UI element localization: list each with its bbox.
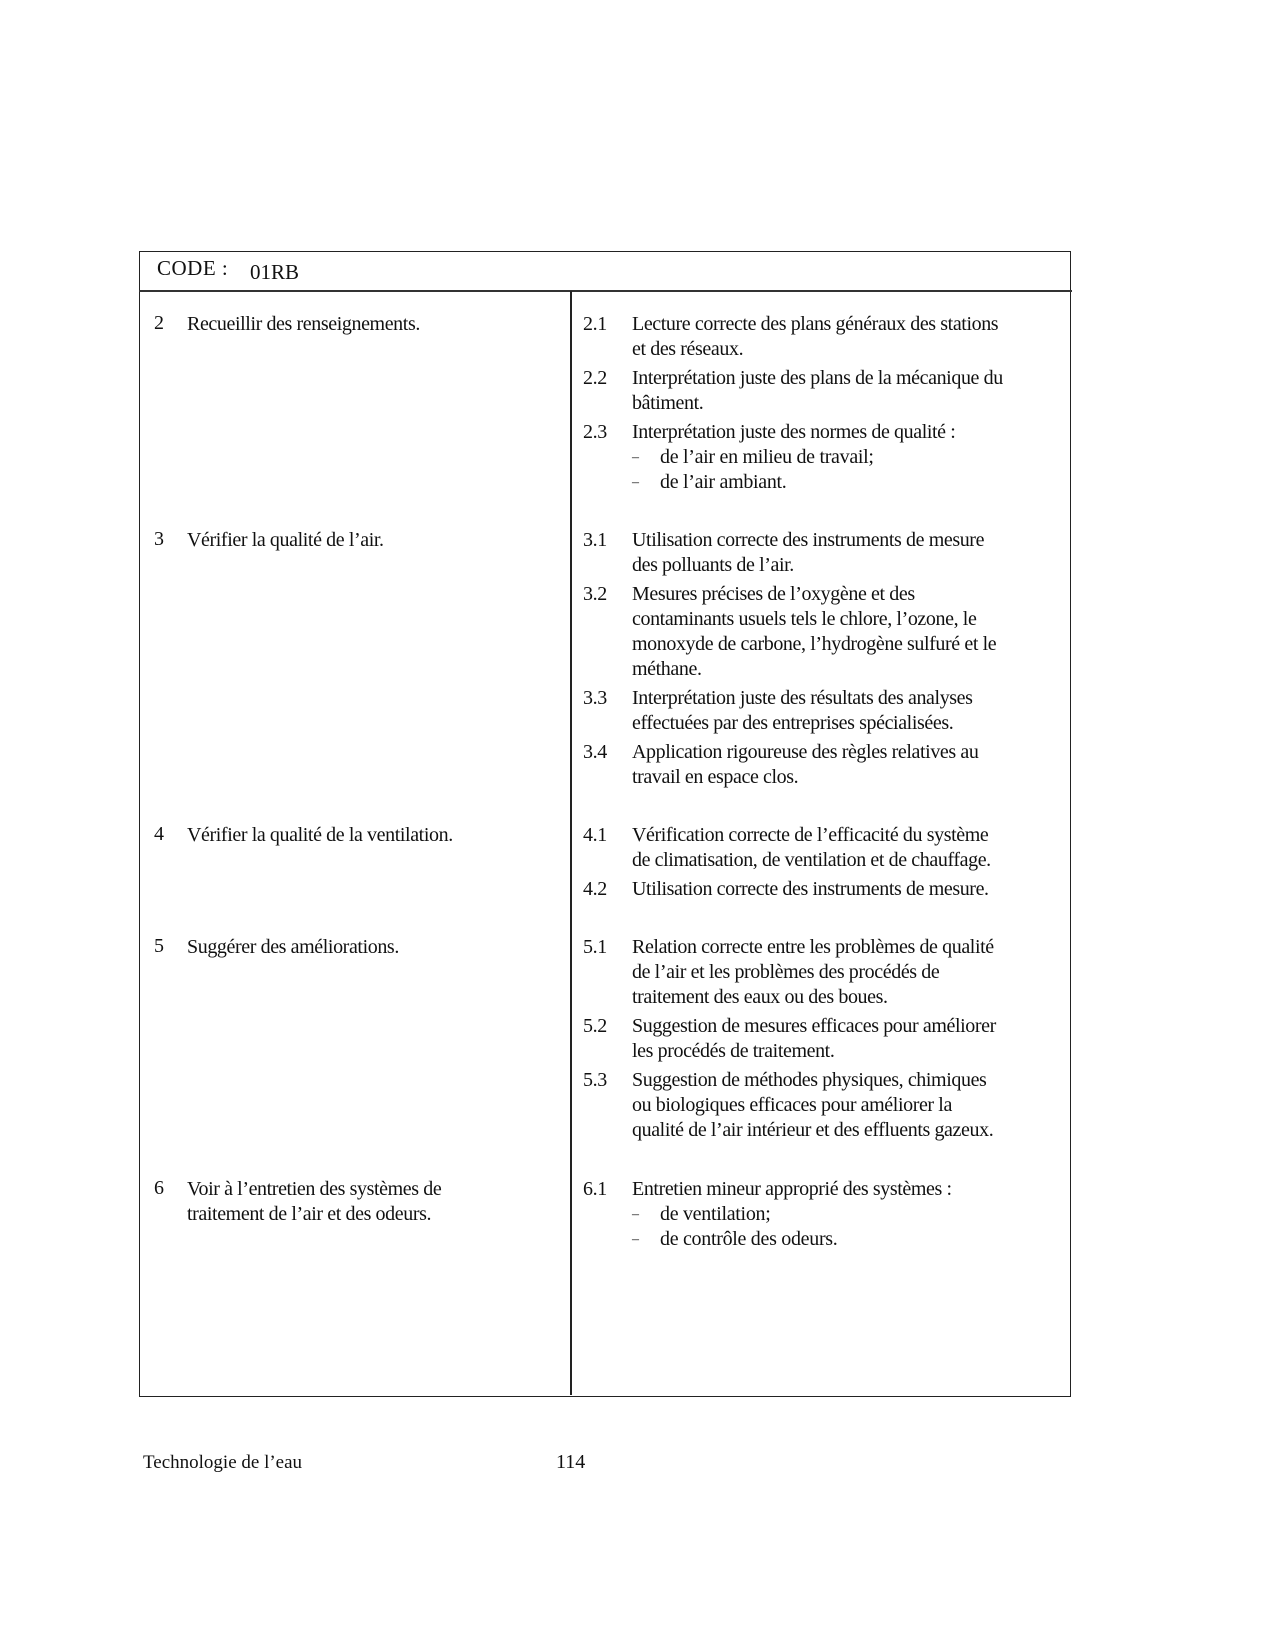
text-line: travail en espace clos. bbox=[632, 766, 799, 788]
criterion-text bbox=[632, 582, 1063, 682]
criterion-text bbox=[632, 366, 1063, 416]
criteria-list bbox=[583, 528, 1063, 794]
dash-bullet-icon: – bbox=[632, 1232, 639, 1247]
text-line: des polluants de l’air. bbox=[632, 554, 794, 576]
criterion bbox=[583, 1177, 1063, 1252]
criterion-number: 3.1 bbox=[583, 529, 607, 551]
text-line: les procédés de traitement. bbox=[632, 1040, 835, 1062]
element-text bbox=[187, 823, 453, 848]
text-line: de l’air et les problèmes des procédés de bbox=[632, 961, 940, 983]
sub-item bbox=[632, 1227, 1063, 1252]
text-line: Vérifier la qualité de l’air. bbox=[187, 529, 384, 551]
text-line: méthane. bbox=[632, 658, 702, 680]
text-line: traitement de l’air et des odeurs. bbox=[187, 1203, 432, 1225]
text-line: Vérification correcte de l’efficacité du système bbox=[632, 824, 989, 846]
text-line: traitement des eaux ou des boues. bbox=[632, 986, 888, 1008]
text-line: Lecture correcte des plans généraux des stations bbox=[632, 313, 999, 335]
criterion-number: 5.3 bbox=[583, 1069, 607, 1091]
sub-item-text: de contrôle des odeurs. bbox=[660, 1228, 838, 1250]
criterion bbox=[583, 528, 1063, 578]
dash-bullet-icon: – bbox=[632, 450, 639, 465]
element-number: 3 bbox=[154, 528, 164, 550]
criterion-number: 3.4 bbox=[583, 741, 607, 763]
text-line: Interprétation juste des plans de la mécanique du bbox=[632, 367, 1003, 389]
column-divider bbox=[570, 291, 572, 1395]
criterion-text bbox=[632, 686, 1063, 736]
criterion-number: 4.2 bbox=[583, 878, 607, 900]
criterion-number: 3.2 bbox=[583, 583, 607, 605]
sub-item-text: de ventilation; bbox=[660, 1203, 771, 1225]
text-line: contaminants usuels tels le chlore, l’ozone, le bbox=[632, 608, 977, 630]
text-line: Interprétation juste des résultats des analyses bbox=[632, 687, 973, 709]
code-value: 01RB bbox=[250, 260, 300, 284]
criterion bbox=[583, 686, 1063, 736]
text-line: monoxyde de carbone, l’hydrogène sulfuré et le bbox=[632, 633, 997, 655]
criterion bbox=[583, 1068, 1063, 1143]
criterion-number: 2.3 bbox=[583, 421, 607, 443]
criteria-list bbox=[583, 312, 1063, 499]
criterion bbox=[583, 823, 1063, 873]
text-line: Voir à l’entretien des systèmes de bbox=[187, 1178, 442, 1200]
criterion-number: 6.1 bbox=[583, 1178, 607, 1200]
criterion-text bbox=[632, 312, 1063, 362]
text-line: Suggestion de méthodes physiques, chimiques bbox=[632, 1069, 987, 1091]
criterion-text bbox=[632, 935, 1063, 1010]
text-line: ou biologiques efficaces pour améliorer la bbox=[632, 1094, 952, 1116]
criteria-list bbox=[583, 935, 1063, 1147]
criterion bbox=[583, 420, 1063, 495]
dash-bullet-icon: – bbox=[632, 1207, 639, 1222]
sub-item-text: de l’air ambiant. bbox=[660, 471, 787, 493]
text-line: Vérifier la qualité de la ventilation. bbox=[187, 824, 453, 846]
criteria-list bbox=[583, 823, 1063, 906]
sub-item bbox=[632, 445, 1063, 470]
criterion-number: 5.1 bbox=[583, 936, 607, 958]
criterion-number: 4.1 bbox=[583, 824, 607, 846]
element-number: 4 bbox=[154, 823, 164, 845]
criterion bbox=[583, 877, 1063, 902]
text-line: Application rigoureuse des règles relatives au bbox=[632, 741, 979, 763]
criterion-text bbox=[632, 1014, 1063, 1064]
criterion bbox=[583, 582, 1063, 682]
element-text bbox=[187, 312, 420, 337]
text-line: Utilisation correcte des instruments de mesure. bbox=[632, 878, 989, 900]
text-line: effectuées par des entreprises spécialisées. bbox=[632, 712, 954, 734]
text-line: Relation correcte entre les problèmes de qualité bbox=[632, 936, 994, 958]
criterion-text bbox=[632, 740, 1063, 790]
code-label: CODE : bbox=[157, 256, 229, 280]
criterion-number: 2.1 bbox=[583, 313, 607, 335]
element-number: 2 bbox=[154, 312, 164, 334]
criterion bbox=[583, 935, 1063, 1010]
text-line: qualité de l’air intérieur et des effluents gazeux. bbox=[632, 1119, 994, 1141]
criterion-text bbox=[632, 528, 1063, 578]
header-divider bbox=[139, 290, 1072, 292]
element-number: 5 bbox=[154, 935, 164, 957]
footer-title: Technologie de l’eau bbox=[143, 1452, 303, 1473]
criterion bbox=[583, 1014, 1063, 1064]
criterion-text bbox=[632, 1177, 1063, 1202]
criterion-text bbox=[632, 1068, 1063, 1143]
criterion bbox=[583, 366, 1063, 416]
criterion-number: 2.2 bbox=[583, 367, 607, 389]
criterion-text bbox=[632, 823, 1063, 873]
sub-item bbox=[632, 1202, 1063, 1227]
criterion-text bbox=[632, 877, 1063, 902]
text-line: Suggestion de mesures efficaces pour améliorer bbox=[632, 1015, 996, 1037]
criterion bbox=[583, 740, 1063, 790]
page-number: 114 bbox=[556, 1451, 586, 1473]
text-line: et des réseaux. bbox=[632, 338, 744, 360]
element-number: 6 bbox=[154, 1177, 164, 1199]
text-line: de climatisation, de ventilation et de chauffage. bbox=[632, 849, 991, 871]
sub-item bbox=[632, 470, 1063, 495]
sub-item-text: de l’air en milieu de travail; bbox=[660, 446, 874, 468]
criterion bbox=[583, 312, 1063, 362]
element-text bbox=[187, 1177, 441, 1227]
text-line: Recueillir des renseignements. bbox=[187, 313, 420, 335]
criterion-text bbox=[632, 420, 1063, 445]
element-text bbox=[187, 528, 384, 553]
text-line: Entretien mineur approprié des systèmes : bbox=[632, 1178, 952, 1200]
text-line: Interprétation juste des normes de qualité : bbox=[632, 421, 956, 443]
text-line: bâtiment. bbox=[632, 392, 704, 414]
text-line: Suggérer des améliorations. bbox=[187, 936, 399, 958]
criteria-list bbox=[583, 1177, 1063, 1256]
text-line: Utilisation correcte des instruments de mesure bbox=[632, 529, 985, 551]
criterion-number: 3.3 bbox=[583, 687, 607, 709]
criterion-number: 5.2 bbox=[583, 1015, 607, 1037]
text-line: Mesures précises de l’oxygène et des bbox=[632, 583, 915, 605]
dash-bullet-icon: – bbox=[632, 475, 639, 490]
element-text bbox=[187, 935, 399, 960]
